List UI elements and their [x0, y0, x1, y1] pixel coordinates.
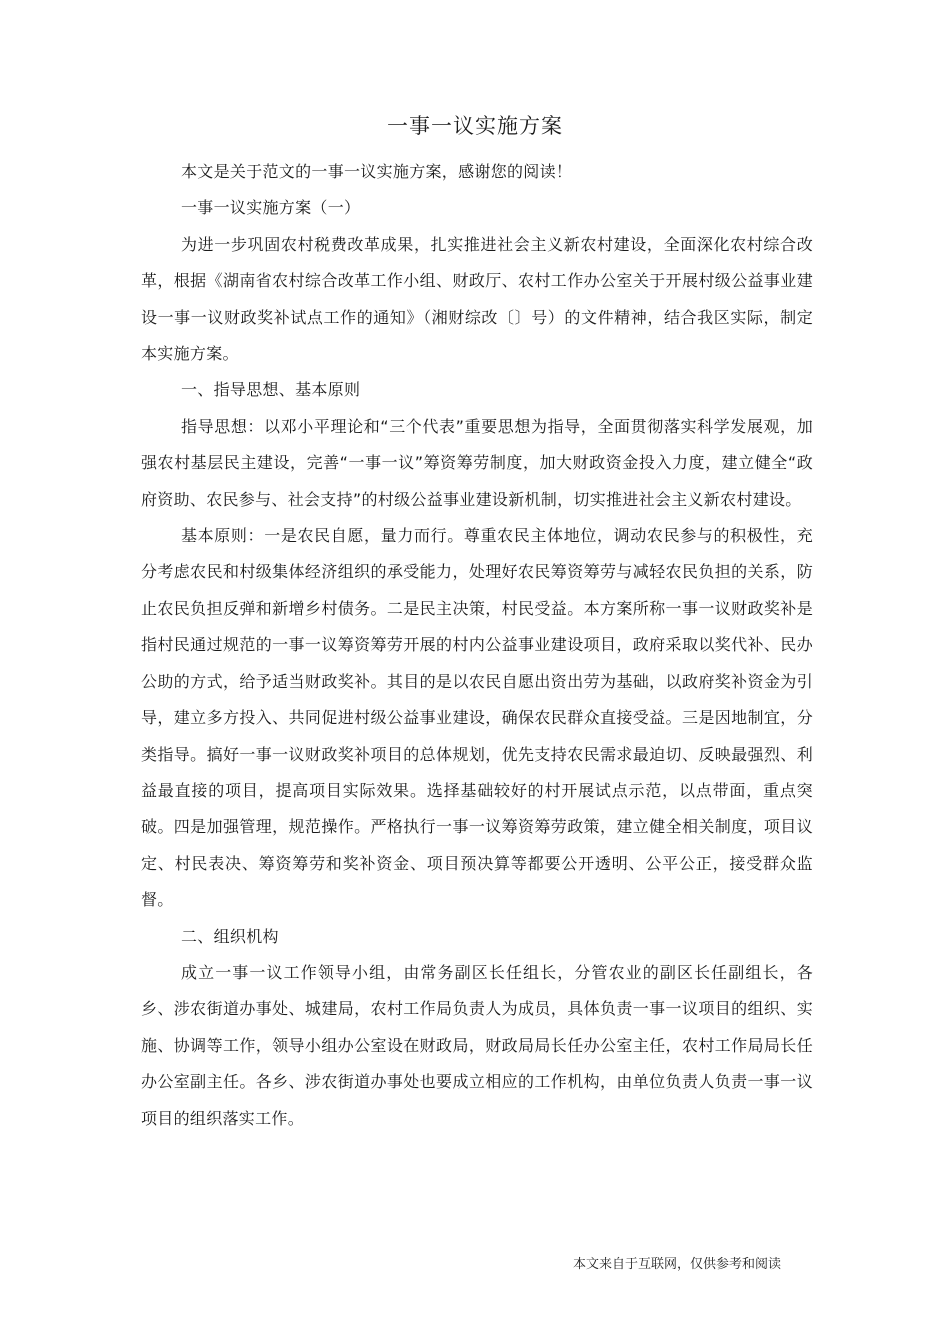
section-title: 一事一议实施方案（一）: [181, 198, 361, 218]
heading-organization: 二、组织机构: [181, 926, 279, 946]
intro-line: 本文是关于范文的一事一议实施方案，感谢您的阅读！: [181, 162, 573, 181]
document-title: 一事一议实施方案: [387, 114, 563, 138]
heading-guiding-principles: 一、指导思想、基本原则: [181, 380, 361, 400]
paragraph-organization: 成立一事一议工作领导小组，由常务副区长任组长，分管农业的副区长任副组长，各乡、涉农街道办事处、城建局，农村工作局负责人为成员，具体负责一事一议项目的组织、实施、协调等工作，领导小组办公室设在财政局，财政局局长任办公室主任，农村工作局局长任办公室副主任。各乡、涉农街道办事处也要成立相应的工作机构，由单位负责人负责一事一议项目的组织落实工作。: [141, 962, 813, 1128]
paragraph-purpose: 为进一步巩固农村税费改革成果，扎实推进社会主义新农村建设，全面深化农村综合改革，根据《湖南省农村综合改革工作小组、财政厅、农村工作办公室关于开展村级公益事业建设一事一议财政奖补试点工作的通知》（湘财综改〔〕号）的文件精神，结合我区实际，制定本实施方案。: [141, 234, 813, 364]
document-body: [141, 154, 813, 1137]
paragraph-basic-principles: 基本原则：一是农民自愿，量力而行。尊重农民主体地位，调动农民参与的积极性，充分考虑农民和村级集体经济组织的承受能力，处理好农民筹资筹劳与减轻农民负担的关系，防止农民负担反弹和新增乡村债务。二是民主决策，村民受益。本方案所称一事一议财政奖补是指村民通过规范的一事一议筹资筹劳开展的村内公益事业建设项目，政府采取以奖代补、民办公助的方式，给予适当财政奖补。其目的是以农民自愿出资出劳为基础，以政府奖补资金为引导，建立多方投入、共同促进村级公益事业建设，确保农民群众直接受益。三是因地制宜，分类指导。搞好一事一议财政奖补项目的总体规划，优先支持农民需求最迫切、反映最强烈、利益最直接的项目，提高项目实际效果。选择基础较好的村开展试点示范，以点带面，重点突破。四是加强管理，规范操作。严格执行一事一议筹资筹劳政策，建立健全相关制度，项目议定、村民表决、筹资筹劳和奖补资金、项目预决算等都要公开透明、公平公正，接受群众监督。: [141, 526, 813, 910]
footer-note: 本文来自于互联网，仅供参考和阅读: [573, 1257, 782, 1272]
paragraph-guiding-thought: 指导思想：以邓小平理论和“三个代表”重要思想为指导，全面贯彻落实科学发展观，加强农村基层民主建设，完善“一事一议”筹资筹劳制度，加大财政资金投入力度，建立健全“政府资助、农民参与、社会支持”的村级公益事业建设新机制，切实推进社会主义新农村建设。: [141, 416, 813, 509]
